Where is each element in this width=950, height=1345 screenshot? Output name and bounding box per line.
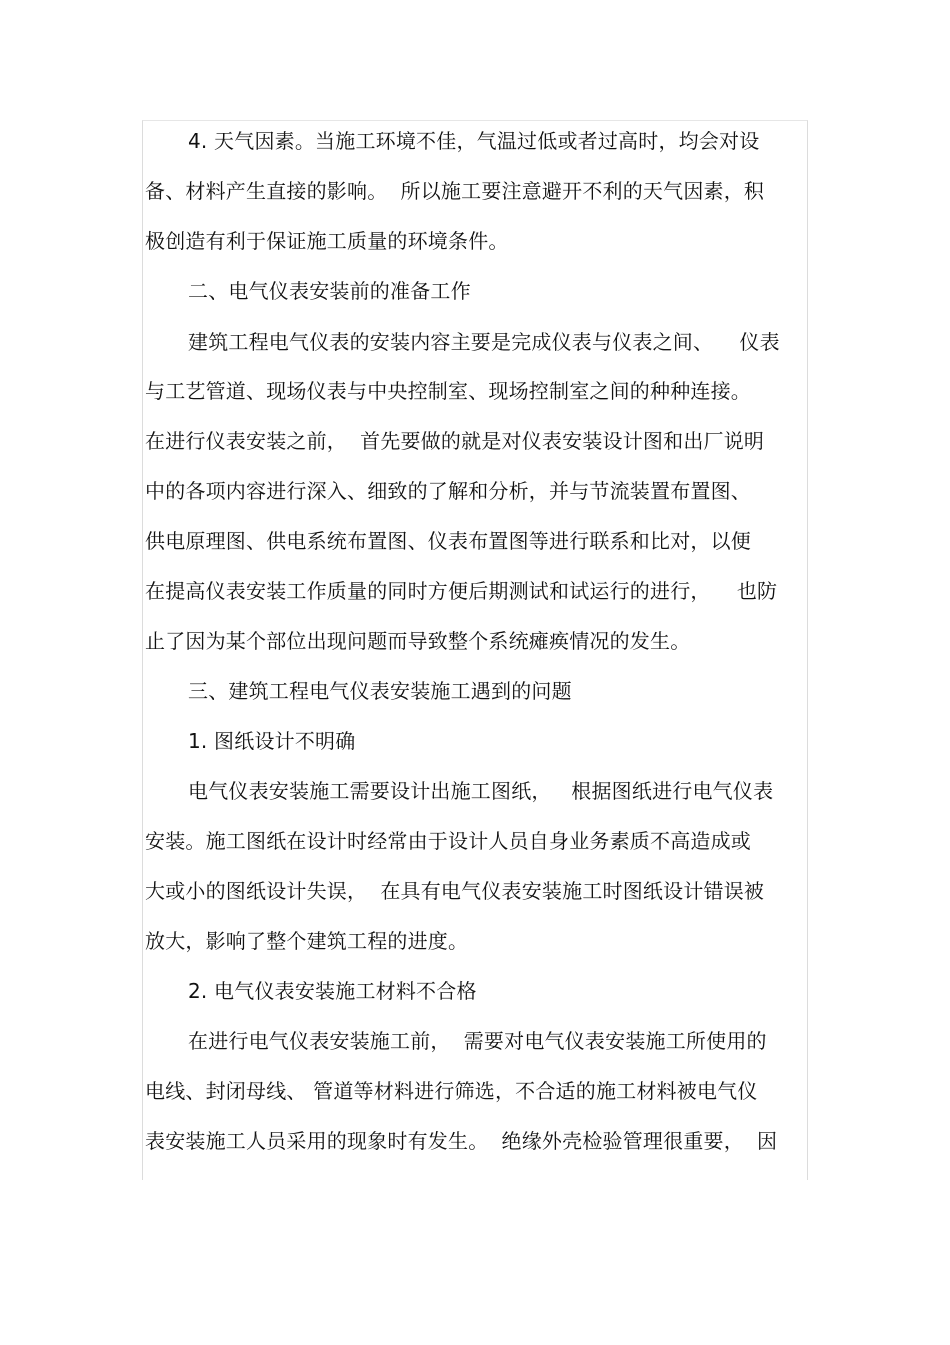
text-line: 大或小的图纸设计失误， 在具有电气仪表安装施工时图纸设计错误被 [145,879,765,903]
text-line: 止了因为某个部位出现问题而导致整个系统瘫痪情况的发生。 [145,629,691,653]
section-heading: 三、建筑工程电气仪表安装施工遇到的问题 [188,679,572,703]
section-heading: 二、电气仪表安装前的准备工作 [188,279,471,303]
text-line: 安装。施工图纸在设计时经常由于设计人员自身业务素质不高造成或 [145,829,751,853]
text-line: 在进行电气仪表安装施工前， 需要对电气仪表安装施工所使用的 [188,1029,767,1053]
text-line: 中的各项内容进行深入、细致的了解和分析，并与节流装置布置图、 [145,479,751,503]
text-line: 表安装施工人员采用的现象时有发生。 绝缘外壳检验管理很重要， 因 [145,1129,778,1153]
text-line: 建筑工程电气仪表的安装内容主要是完成仪表与仪表之间、 仪表 [188,330,780,354]
text-line: 放大，影响了整个建筑工程的进度。 [145,929,469,953]
text-line: 在进行仪表安装之前， 首先要做的就是对仪表安装设计图和出厂说明 [145,429,765,453]
subsection-heading: 2. 电气仪表安装施工材料不合格 [188,979,477,1003]
text-line: 电线、封闭母线、 管道等材料进行筛选，不合适的施工材料被电气仪 [145,1079,758,1103]
text-line: 备、材料产生直接的影响。 所以施工要注意避开不利的天气因素，积 [145,179,765,203]
text-line: 电气仪表安装施工需要设计出施工图纸， 根据图纸进行电气仪表 [188,779,774,803]
text-line: 极创造有利于保证施工质量的环境条件。 [145,229,509,253]
text-line: 与工艺管道、现场仪表与中央控制室、现场控制室之间的种种连接。 [145,379,751,403]
text-line: 4. 天气因素。当施工环境不佳，气温过低或者过高时，均会对设 [188,129,760,153]
subsection-heading: 1. 图纸设计不明确 [188,729,356,753]
text-line: 供电原理图、供电系统布置图、仪表布置图等进行联系和比对，以便 [145,529,751,553]
text-line: 在提高仪表安装工作质量的同时方便后期测试和试运行的进行， 也防 [145,579,778,603]
